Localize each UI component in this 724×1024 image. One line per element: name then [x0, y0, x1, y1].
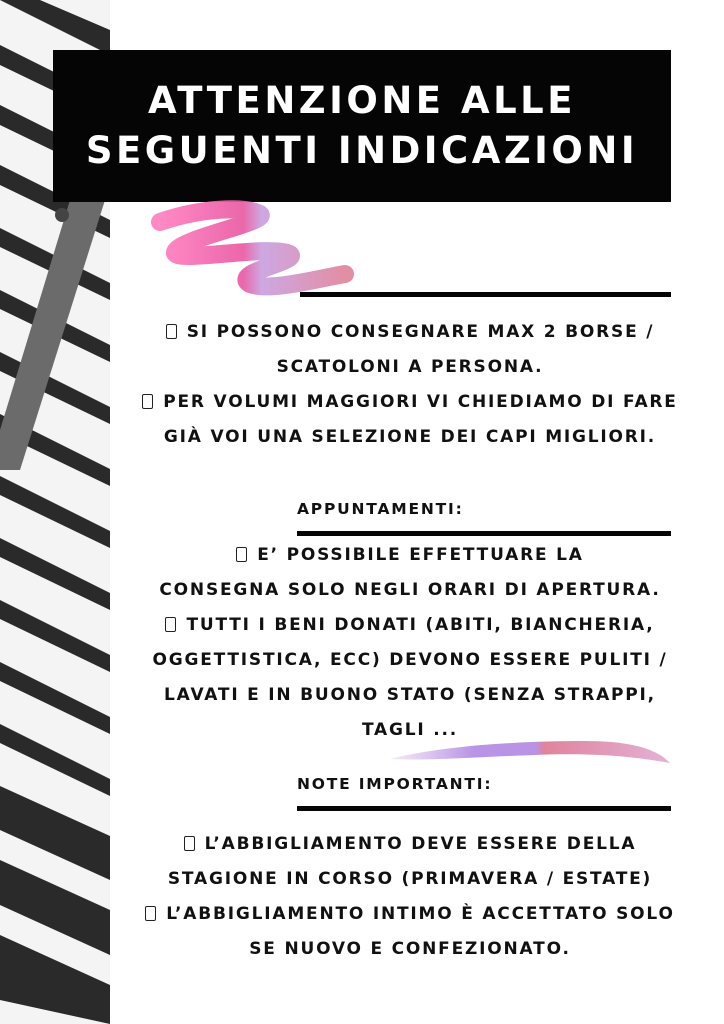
- text-line: STAGIONE IN CORSO (PRIMAVERA / ESTATE): [167, 869, 653, 889]
- checkbox-icon: [166, 324, 177, 339]
- text-line: [120, 315, 700, 350]
- section2-line-3: TUTTI I BENI DONATI (ABITI, BIANCHERIA,: [186, 615, 655, 635]
- pink-brush-decoration: [150, 200, 360, 300]
- text-line: SCATOLONI A PERSONA.: [276, 357, 544, 377]
- text-line: [120, 608, 700, 643]
- divider-rule-2: [297, 531, 671, 536]
- checkbox-icon: [142, 394, 153, 409]
- section-1-text: [120, 315, 700, 455]
- checkbox-icon: [236, 547, 247, 562]
- text-line: [120, 897, 700, 932]
- section3-line-1: L’ABBIGLIAMENTO DEVE ESSERE DELLA: [204, 834, 637, 854]
- title-banner: [53, 50, 671, 202]
- divider-rule-3: [297, 806, 671, 811]
- text-line: SE NUOVO E CONFEZIONATO.: [249, 939, 571, 959]
- text-line: [120, 385, 700, 420]
- checkbox-icon: [184, 836, 195, 851]
- section-3-text: [120, 827, 700, 967]
- text-line: GIÀ VOI UNA SELEZIONE DEI CAPI MIGLIORI.: [163, 427, 657, 447]
- heading-note-importanti: NOTE IMPORTANTI:: [297, 775, 493, 793]
- text-line: OGGETTISTICA, ECC) DEVONO ESSERE PULITI /: [152, 650, 668, 670]
- text-line: [120, 538, 700, 573]
- purple-brush-stroke: [385, 733, 675, 773]
- heading-appuntamenti: APPUNTAMENTI:: [297, 500, 464, 518]
- checkbox-icon: [165, 617, 176, 632]
- title-line-1: ATTENZIONE ALLE: [147, 79, 577, 122]
- divider-rule-1: [300, 292, 671, 297]
- checkbox-icon: [145, 906, 156, 921]
- text-line: LAVATI E IN BUONO STATO (SENZA STRAPPI,: [164, 685, 656, 705]
- title-line-2: SEGUENTI INDICAZIONI: [85, 129, 639, 172]
- text-line: CONSEGNA SOLO NEGLI ORARI DI APERTURA.: [159, 580, 661, 600]
- section2-line-1: E’ POSSIBILE EFFETTUARE LA: [257, 545, 584, 565]
- section1-line-1: SI POSSONO CONSEGNARE MAX 2 BORSE /: [186, 322, 655, 342]
- section1-line-3: PER VOLUMI MAGGIORI VI CHIEDIAMO DI FARE: [163, 392, 678, 412]
- section-2-text: [120, 538, 700, 748]
- text-line: [120, 827, 700, 862]
- text-line: TAGLI ...: [361, 720, 459, 740]
- section3-line-3: L’ABBIGLIAMENTO INTIMO È ACCETTATO SOLO: [166, 904, 675, 924]
